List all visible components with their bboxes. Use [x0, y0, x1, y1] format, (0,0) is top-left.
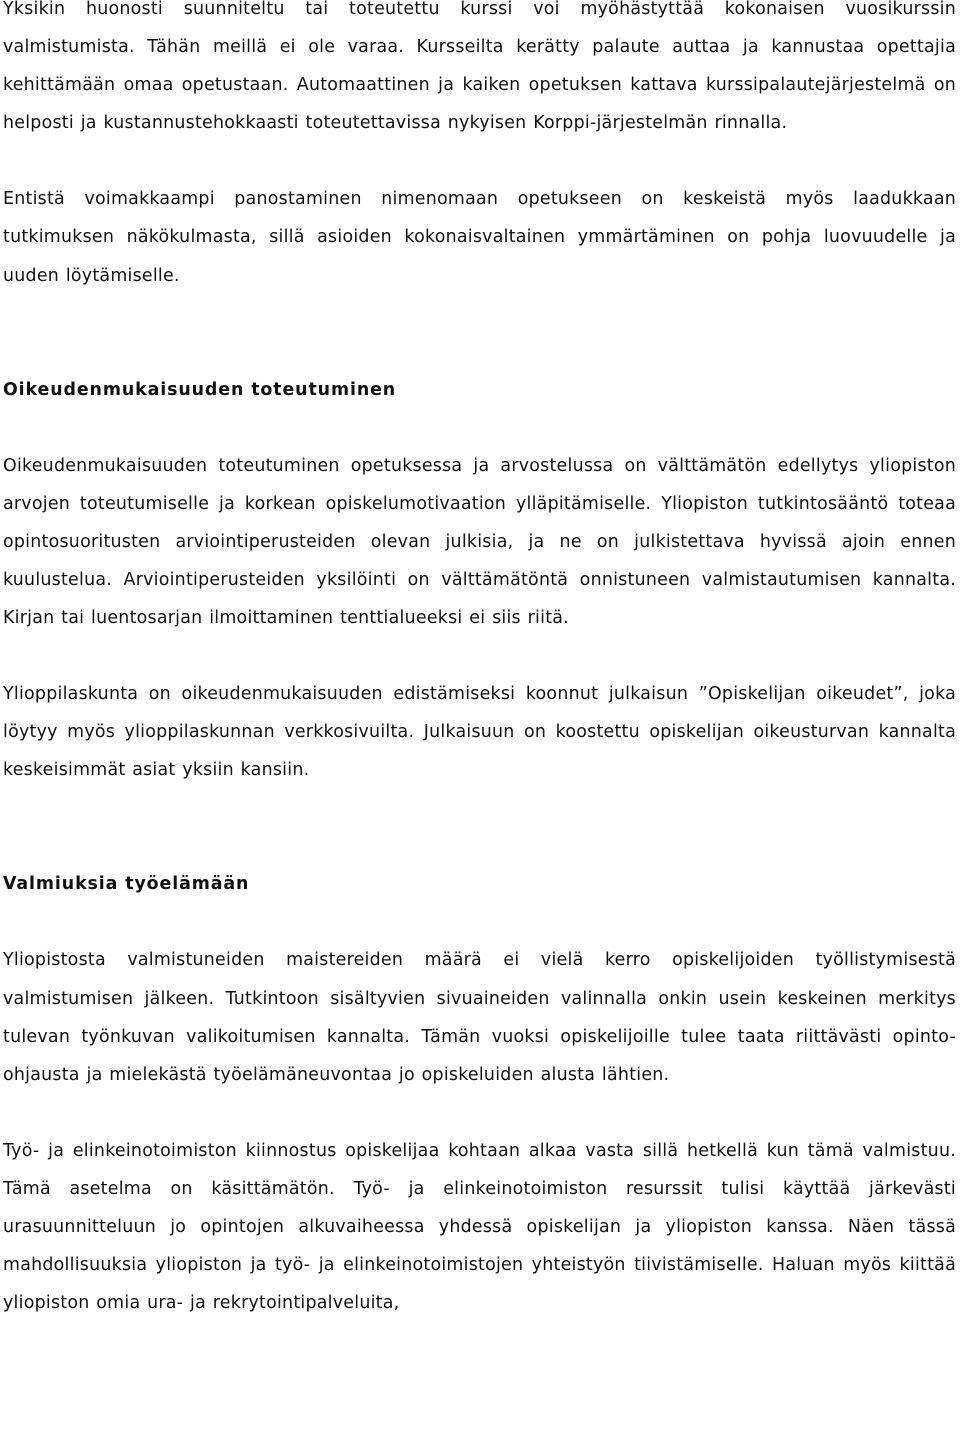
heading-worklife: Valmiuksia työelämään [3, 874, 250, 895]
paragraph-fairness-grading: Oikeudenmukaisuuden toteutuminen opetuksessa ja arvostelussa on välttämätön edellytys yliopiston arvojen toteutumiselle ja korkean opiskelumotivaation ylläpitämiselle. Yliopiston tutkintosääntö toteaa opintosuoritusten arviointiperusteiden olevan julkisia, ja ne on julkistettava hyvissä ajoin ennen kuulustelua. Arviointiperusteiden yksilöinti on välttämätöntä onnistuneen valmistautumisen kannalta. Kirjan tai luentosarjan ilmoittaminen tenttialueeksi ei siis riitä. [3, 455, 956, 629]
paragraph-employment-guidance: Yliopistosta valmistuneiden maistereiden määrä ei vielä kerro opiskelijoiden työllistymisestä valmistumisen jälkeen. Tutkintoon sisältyvien sivuaineiden valinnalla onkin usein keskeinen merkitys tulevan työnkuvan valikoitumisen kannalta. Tämän vuoksi opiskelijoille tulee taata riittävästi opinto-ohjausta ja mielekästä työelämäneuvontaa jo opiskeluiden alusta lähtien. [3, 950, 956, 1085]
paragraph-spacer [3, 1094, 956, 1132]
document-page [3, 0, 956, 1322]
heading-spacer [3, 903, 956, 941]
paragraph-student-rights: Ylioppilaskunta on oikeudenmukaisuuden edistämiseksi koonnut julkaisun ”Opiskelijan oikeudet”, joka löytyy myös ylioppilaskunnan verkkosivuilta. Julkaisuun on koostettu opiskelijan oikeusturvan kannalta keskeisimmät asiat yksiin kansiin. [3, 684, 956, 781]
paragraph-course-feedback: Yksikin huonosti suunniteltu tai toteutettu kurssi voi myöhästyttää kokonaisen vuosikurssin valmistumista. Tähän meillä ei ole varaa. Kursseilta kerätty palaute auttaa ja kannustaa opettajia kehittämään omaa opetustaan. Automaattinen ja kaiken opetuksen kattava kurssipalautejärjestelmä on helposti ja kustannustehokkaasti toteutettavissa nykyisen Korppi-järjestelmän rinnalla. [3, 0, 956, 134]
paragraph-spacer [3, 637, 956, 675]
paragraph-employment-office: Työ- ja elinkeinotoimiston kiinnostus opiskelijaa kohtaan alkaa vasta sillä hetkellä kun tämä valmistuu. Tämä asetelma on käsittämätön. Työ- ja elinkeinotoimiston resurssit tulisi käyttää järkevästi urasuunnitteluun jo opintojen alkuvaiheessa yhdessä opiskelijan ja yliopiston kanssa. Näen tässä mahdollisuuksia yliopiston ja työ- ja elinkeinotoimistojen yhteistyön tiivistämiselle. Haluan myös kiittää yliopiston omia ura- ja rekrytointipalveluita, [3, 1140, 956, 1314]
section-spacer [3, 295, 956, 371]
section-spacer [3, 789, 956, 865]
heading-spacer [3, 409, 956, 447]
paragraph-teaching-investment: Entistä voimakkaampi panostaminen nimenomaan opetukseen on keskeistä myös laadukkaan tutkimuksen näkökulmasta, sillä asioiden kokonaisvaltainen ymmärtäminen on pohja luovuudelle ja uuden löytämiselle. [3, 189, 956, 286]
paragraph-spacer [3, 142, 956, 180]
heading-fairness: Oikeudenmukaisuuden toteutuminen [3, 379, 397, 400]
